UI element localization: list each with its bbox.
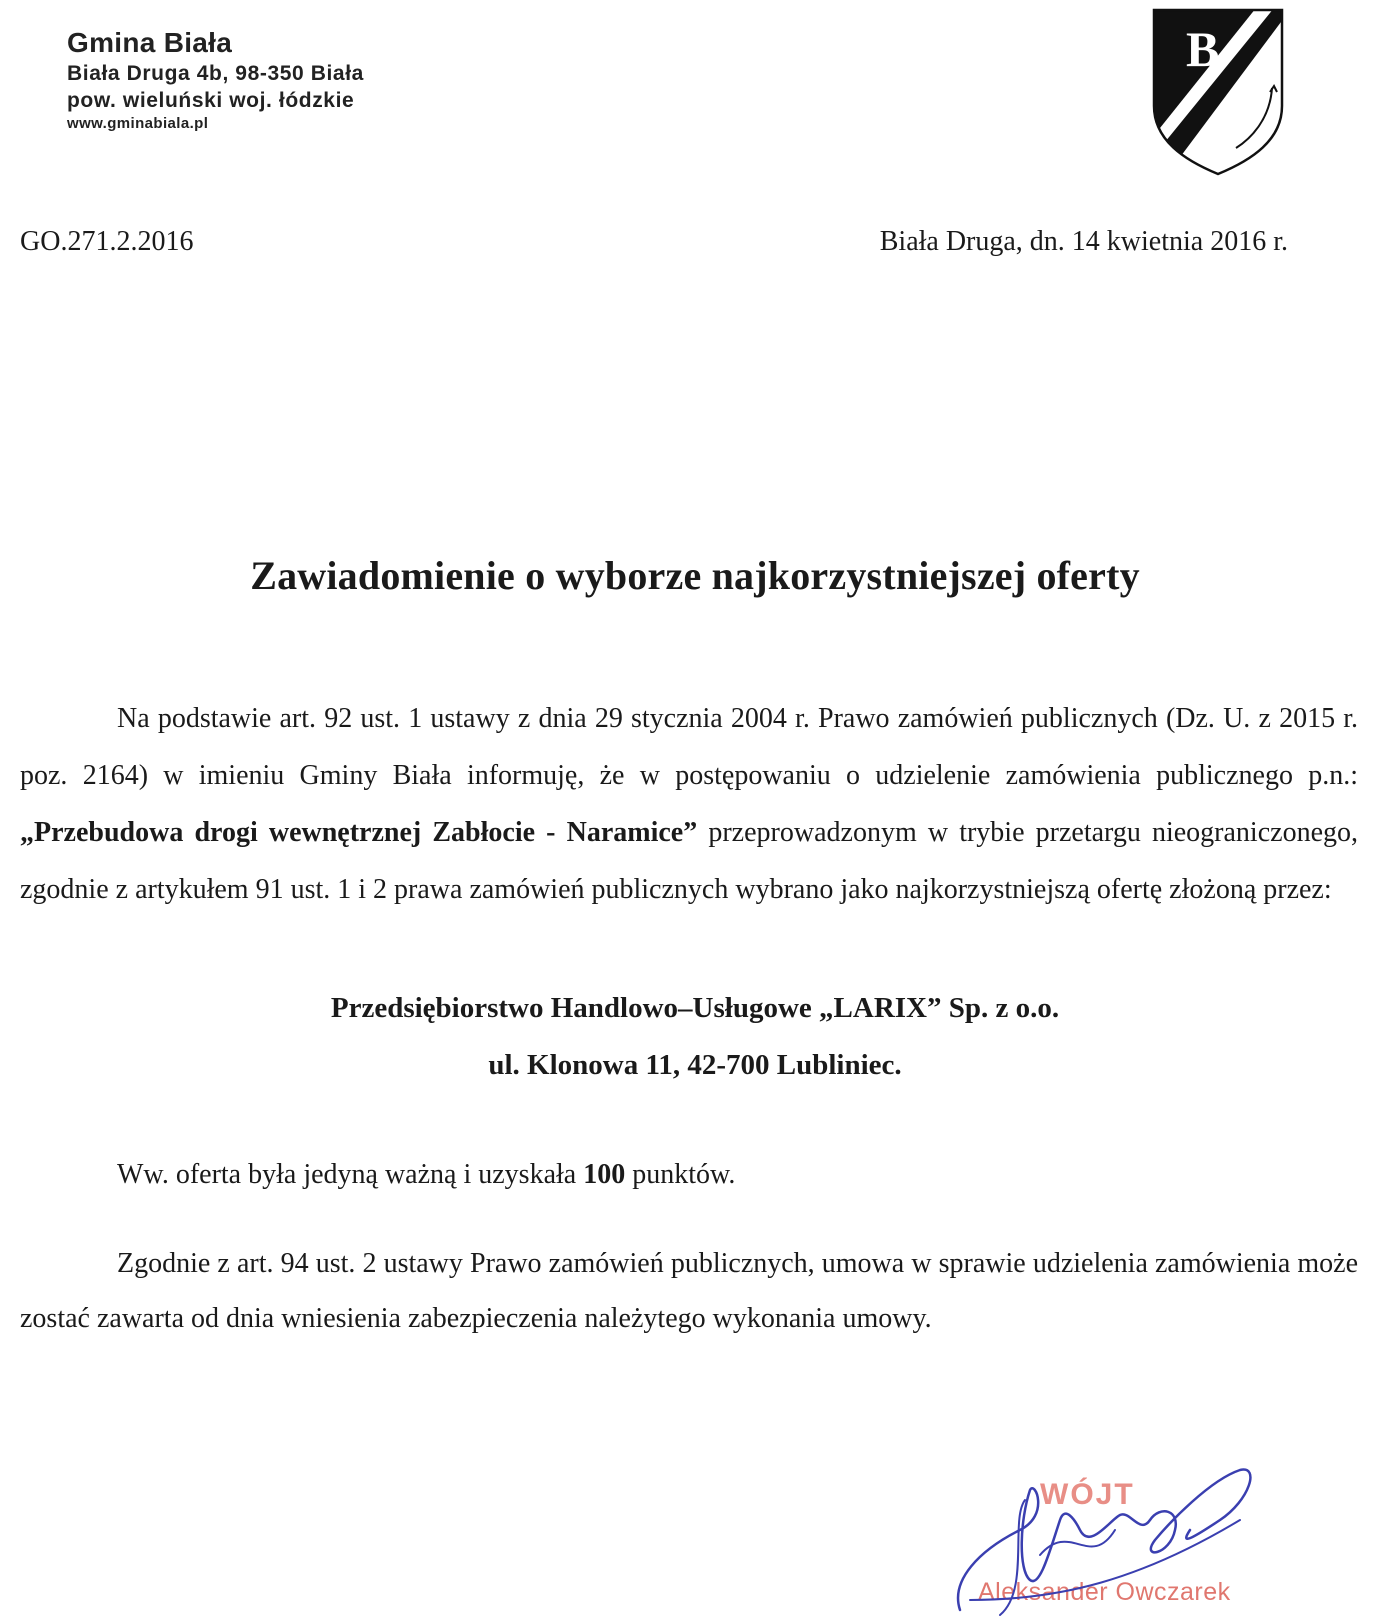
company-address: ul. Klonowa 11, 42-700 Lubliniec. (488, 1049, 902, 1081)
notice-line-1: Na podstawie art. 92 ust. 1 ustawy z dnia 29 stycznia 2004 r. Prawo zamówień publicznych (117, 703, 1158, 734)
stamp-title: WÓJT (1040, 1478, 1135, 1511)
notice-line-5: zamówień publicznych wybrano jako najkorzystniejszą ofertę złożoną przez: (469, 874, 1332, 905)
letter-date: Biała Druga, dn. 14 kwietnia 2016 r. (879, 226, 1288, 257)
score-text-post: punktów. (632, 1159, 736, 1190)
municipality-website: www.gminabiala.pl (67, 115, 209, 132)
score-text-pre: Ww. oferta była jedyną ważną i uzyskała (117, 1159, 577, 1190)
signature-icon (940, 1460, 1270, 1620)
municipality-region: pow. wieluński woj. łódzkie (67, 89, 355, 112)
municipality-address: Biała Druga 4b, 98-350 Biała (67, 62, 364, 85)
page-title: Zawiadomienie o wyborze najkorzystniejszej oferty (250, 553, 1140, 598)
stamp-name: Aleksander Owczarek (978, 1578, 1231, 1606)
company-name: Przedsiębiorstwo Handlowo–Usługowe „LARIX” Sp. z o.o. (330, 992, 1060, 1024)
notice-line-2: (Dz. U. z 2015 r. poz. 2164) w imieniu Gminy Biała informuję, że w postępowaniu o udzielenie (20, 703, 1359, 791)
paragraph-score (20, 1155, 1358, 1195)
letterhead (67, 26, 364, 134)
score-points: 100 (583, 1159, 626, 1190)
winning-company (0, 980, 1390, 1094)
crest-letter: B (1186, 21, 1220, 77)
notice-line-3: zamówienia publicznego p.n.: (1005, 760, 1359, 791)
municipality-name: Gmina Biała (67, 27, 233, 58)
reference-number: GO.271.2.2016 (20, 226, 194, 257)
coat-of-arms-icon (1152, 8, 1284, 176)
contract-name: „Przebudowa drogi wewnętrznej Zabłocie - Naramice” (20, 817, 698, 848)
notice-line-4: przeprowadzonym w trybie przetargu nieograniczonego, zgodnie z artykułem 91 ust. 1 i 2 prawa (20, 817, 1358, 905)
paragraph-contract: Zgodnie z art. 94 ust. 2 ustawy Prawo zamówień publicznych, umowa w sprawie udzielenia zamówienia może zostać zawarta od dnia wniesienia zabezpieczenia należytego wykonania umowy. (20, 1248, 1358, 1334)
paragraph-notice (20, 690, 1358, 918)
